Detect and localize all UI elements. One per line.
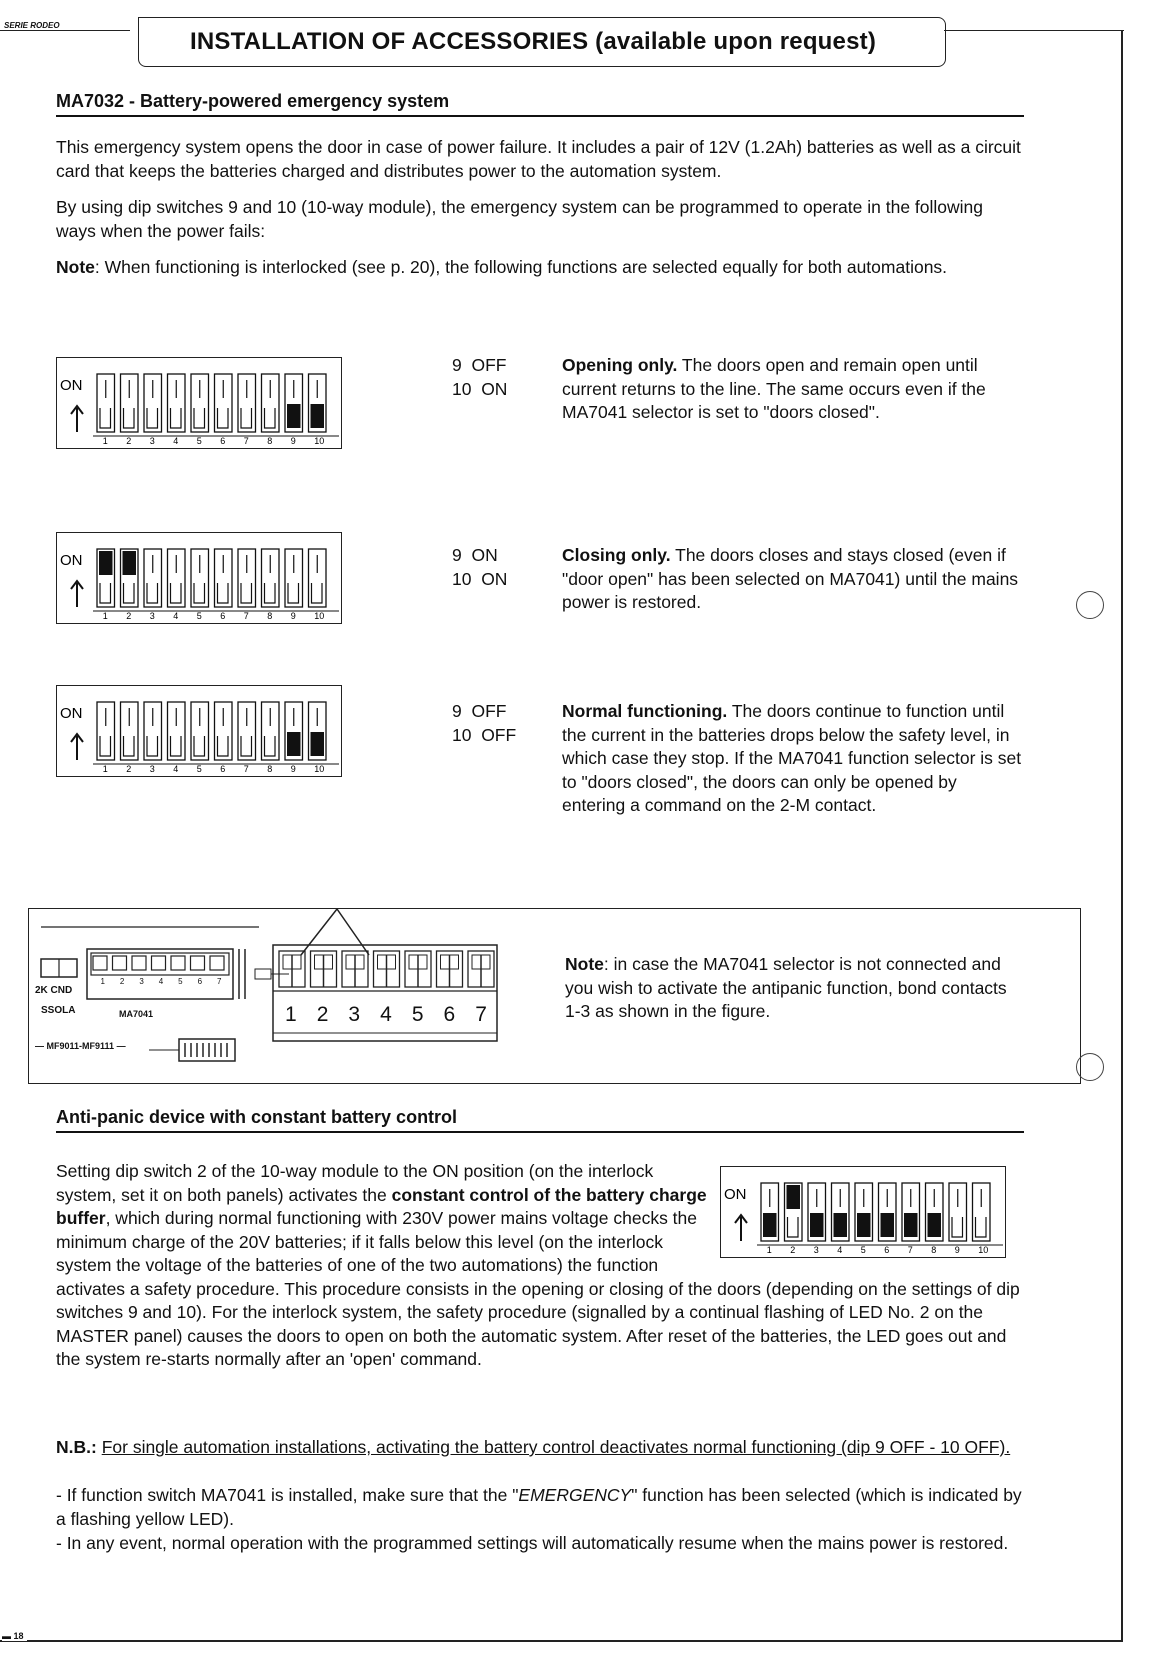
selector-cell — [113, 956, 127, 970]
terminal-numbers — [275, 1003, 497, 1027]
dip-switch-number: 10 — [314, 611, 325, 621]
mode1-switches — [452, 354, 532, 401]
dip-switch-number: 6 — [220, 436, 226, 446]
mode1-sw10: 10 ON — [452, 378, 508, 399]
selector-cell — [152, 956, 166, 970]
dip-switch-number: 8 — [267, 611, 273, 621]
selector-cell — [93, 956, 107, 970]
dip-switch-number: 3 — [813, 1245, 819, 1255]
selector-number: 3 — [139, 977, 144, 986]
mode1-text: The doors open and remain open until current returns to the line. The same occurs even if the MA7041 selector is set to "doors closed". — [562, 355, 986, 422]
binding-hole-mark — [1076, 591, 1104, 619]
dip-switch-2 — [121, 374, 139, 446]
mode2-sw9: 9 ON — [452, 545, 498, 565]
dip-switch-number: 5 — [860, 1245, 866, 1255]
dip-switch-number: 7 — [243, 436, 249, 446]
dip-switch-number: 4 — [173, 436, 179, 446]
selector-number: 1 — [100, 977, 105, 986]
dip-switch-number: 3 — [149, 764, 155, 774]
page-title: INSTALLATION OF ACCESSORIES (available upon request) — [190, 28, 877, 55]
dip-switch-4 — [168, 549, 186, 621]
dip-switch-7 — [238, 374, 256, 446]
terminal-block — [279, 951, 305, 987]
cnd-label: 2K CND — [35, 985, 73, 996]
terminal-number: 3 — [348, 1003, 361, 1026]
selector-cell — [210, 956, 224, 970]
dip-switch-3 — [144, 702, 162, 774]
dip-switch-diagram-normal — [56, 685, 342, 777]
dip-switch-number: 1 — [102, 764, 108, 774]
dip-switch-number: 4 — [173, 764, 179, 774]
note-label: Note — [56, 257, 95, 277]
section1-note — [56, 256, 1024, 280]
dip-switch-number: 2 — [126, 436, 132, 446]
terminal-block — [342, 951, 368, 987]
wiring-note-text: : in case the MA7041 selector is not connected and you wish to activate the antipanic function, bond contacts 1-3 as shown in the figure. — [565, 954, 1007, 1021]
section2-rest: , which during normal functioning with 230V power mains voltage checks the minimum charge of the 20V batteries; if it falls below this level (on the interlock system the voltage of the batteries of one of the two automations) the function activates a safety procedure. This procedure consists in the opening or closing of the doors (depending on the settings of dip switches 9 and 10). For the interlock system, the safety procedure (signalled by a continual flashing of LED No. 2 on the MASTER panel) causes the doors to open on both the automatic system. After reset of the batteries, the LED goes out and the system re-starts normally after an 'open' command. — [56, 1208, 1020, 1369]
frame-bottom-line — [0, 1640, 1123, 1642]
frame-top-right-line — [944, 30, 1124, 31]
series-label: SERIE RODEO — [4, 21, 60, 30]
emergency-line — [56, 1484, 1024, 1531]
mode1-title: Opening only. — [562, 355, 678, 375]
mode2-switches — [452, 544, 532, 591]
dip-switch-number: 1 — [766, 1245, 772, 1255]
frame-top-left-line — [0, 30, 130, 31]
mode1-description — [562, 354, 1024, 425]
wiring-note — [565, 953, 1011, 1024]
section1-paragraph-1: This emergency system opens the door in case of power failure. It includes a pair of 12V (1.2Ah) batteries as well as a circuit card that keeps the batteries charged and distributes power to the automation system. — [56, 137, 1021, 181]
selector-cell — [191, 956, 205, 970]
sola-label: SSOLA — [41, 1005, 76, 1016]
dip-switch-number: 4 — [173, 611, 179, 621]
dip-switch-number: 1 — [102, 436, 108, 446]
selector-numbers — [93, 977, 229, 986]
dip-switch-6 — [215, 374, 233, 446]
dip-switch-1 — [97, 549, 115, 621]
selector-number: 5 — [178, 977, 183, 986]
dip-switch-number: 5 — [196, 764, 202, 774]
terminal-number: 7 — [475, 1003, 487, 1026]
dip-switch-number: 6 — [220, 764, 226, 774]
dip-switch-6 — [215, 549, 233, 621]
dip-switch-number: 8 — [267, 764, 273, 774]
dip-switch-4 — [168, 374, 186, 446]
dip-switch-3 — [144, 549, 162, 621]
dip-switch-9 — [285, 549, 303, 621]
note-text: : When functioning is interlocked (see p. 20), the following functions are selected equally for both automations. — [94, 257, 948, 277]
dip-switch-number: 2 — [790, 1245, 796, 1255]
mode1-sw9: 9 OFF — [452, 355, 507, 375]
terminal-number: 5 — [411, 1003, 424, 1026]
section1-rule — [56, 115, 1024, 117]
dip-switch-3 — [144, 374, 162, 446]
dip-switch-5 — [191, 374, 209, 446]
section2-paragraph — [56, 1160, 1024, 1372]
dip-switch-5 — [191, 549, 209, 621]
mode3-title: Normal functioning. — [562, 701, 728, 721]
dip-switch-number: 6 — [884, 1245, 890, 1255]
binding-hole-mark — [1076, 1053, 1104, 1081]
frame-right-line — [1121, 30, 1123, 1640]
dip-switch-number: 8 — [931, 1245, 937, 1255]
dip-switch-8 — [262, 374, 280, 446]
terminal-block — [437, 951, 463, 987]
dip-switch-8 — [262, 549, 280, 621]
mode3-switches — [452, 700, 532, 747]
mode3-sw9: 9 OFF — [452, 701, 507, 721]
dip-on-label: ON — [60, 552, 83, 569]
dip-switch-number: 2 — [126, 611, 132, 621]
dip-switch-number: 9 — [954, 1245, 960, 1255]
mode2-sw10: 10 ON — [452, 568, 508, 589]
dip-switch-6 — [215, 702, 233, 774]
ma7041-label: MA7041 — [119, 1009, 154, 1019]
emergency-line-part-a: - If function switch MA7041 is installed, make sure that the " — [56, 1485, 519, 1505]
selector-cell — [171, 956, 185, 970]
page-number-text: 18 — [13, 1631, 24, 1641]
terminal-number: 1 — [285, 1003, 297, 1026]
dip-switch-number: 9 — [290, 764, 296, 774]
dip-on-label: ON — [60, 705, 83, 722]
dip-switch-number: 10 — [978, 1245, 989, 1255]
dip-switch-number: 9 — [290, 611, 296, 621]
mode3-sw10: 10 OFF — [452, 724, 517, 745]
nb-paragraph — [56, 1436, 1024, 1460]
terminal-block — [405, 951, 431, 987]
section2-rule — [56, 1131, 1024, 1133]
section1-heading: MA7032 - Battery-powered emergency system — [56, 91, 450, 111]
nb-underlined-text: For single automation installations, activating the battery control deactivates normal functioning (dip 9 OFF - 10 OFF). — [101, 1437, 1011, 1457]
terminal-block — [468, 951, 494, 987]
dip-switch-8 — [262, 702, 280, 774]
dip-switch-10 — [309, 549, 327, 621]
mode2-title: Closing only. — [562, 545, 671, 565]
dip-switch-9 — [285, 702, 303, 774]
mf-label-text: MF9011-MF9111 — [46, 1041, 115, 1051]
dip-switch-5 — [191, 702, 209, 774]
dip-switch-diagram-opening — [56, 357, 342, 449]
dip-switch-number: 10 — [314, 764, 325, 774]
selector-number: 6 — [197, 977, 203, 986]
dip-switch-number: 3 — [149, 436, 155, 446]
dip-switch-number: 10 — [314, 436, 325, 446]
terminal-number: 4 — [380, 1003, 392, 1026]
selector-number: 4 — [158, 977, 164, 986]
dip-switch-2 — [121, 549, 139, 621]
section2-heading: Anti-panic device with constant battery control — [56, 1107, 458, 1127]
dip-on-label: ON — [60, 377, 83, 394]
wiring-panel — [28, 908, 1081, 1084]
terminal-number: 6 — [443, 1003, 456, 1026]
mode3-description — [562, 700, 1024, 818]
restore-line: - In any event, normal operation with the programmed settings will automatically resume when the mains power is restored. — [56, 1533, 1009, 1553]
emergency-keyword: EMERGENCY — [518, 1485, 632, 1505]
dip-switch-number: 7 — [907, 1245, 913, 1255]
dip-switch-number: 8 — [267, 436, 273, 446]
terminal-number: 2 — [316, 1003, 329, 1026]
dip-switch-1 — [97, 374, 115, 446]
mode2-description — [562, 544, 1024, 615]
mode2-text: The doors closes and stays closed (even if "door open" has been selected on MA7041) until the mains power is restored. — [562, 545, 1019, 612]
dip-switch-number: 2 — [126, 764, 132, 774]
dip-switch-number: 4 — [837, 1245, 843, 1255]
selector-number: 2 — [119, 977, 125, 986]
dip-switch-number: 7 — [243, 611, 249, 621]
float-spacer — [710, 1160, 1024, 1272]
dip-switch-number: 3 — [149, 611, 155, 621]
selector-cell — [132, 956, 146, 970]
dip-switch-number: 5 — [196, 436, 202, 446]
dip-switch-number: 9 — [290, 436, 296, 446]
section2-intro: Setting dip switch 2 of the 10-way module to the ON position (on the interlock system, set it on both panels) activates the — [56, 1161, 654, 1205]
emergency-line-part-b: " function has been selected (which is indicated by a flashing yellow LED). — [56, 1485, 1022, 1529]
dip-on-label: ON — [724, 1186, 747, 1203]
wiring-diagram — [29, 909, 559, 1081]
mf-label: — MF9011-MF9111 — — [35, 1041, 126, 1051]
dip-switch-number: 7 — [243, 764, 249, 774]
dip-switch-number: 6 — [220, 611, 226, 621]
terminal-block — [311, 951, 337, 987]
dip-switch-10 — [309, 374, 327, 446]
dip-switch-9 — [285, 374, 303, 446]
dip-switch-4 — [168, 702, 186, 774]
dip-switch-1 — [97, 702, 115, 774]
dip-switch-7 — [238, 549, 256, 621]
dip-switch-number: 1 — [102, 611, 108, 621]
dip-switch-10 — [309, 702, 327, 774]
section1-paragraph-2: By using dip switches 9 and 10 (10-way module), the emergency system can be programmed to operate in the following ways when the power fails: — [56, 197, 984, 241]
dip-switch-2 — [121, 702, 139, 774]
selector-number: 7 — [217, 977, 222, 986]
wiring-note-label: Note — [565, 954, 604, 974]
mode3-text: The doors continue to function until the current in the batteries drops below the safety level, in which case they stop. If the MA7041 function selector is set to "doors closed", the doors can only be opened by entering a command on the 2-M contact. — [562, 701, 1022, 815]
section2-bold: constant control of the battery charge buffer — [56, 1184, 707, 1228]
dip-switch-diagram-closing — [56, 532, 342, 624]
nb-label: N.B.: — [56, 1437, 97, 1457]
dip-switch-7 — [238, 702, 256, 774]
page-number: ▬ 18 — [2, 1631, 27, 1641]
dip-switch-number: 5 — [196, 611, 202, 621]
terminal-block — [374, 951, 400, 987]
